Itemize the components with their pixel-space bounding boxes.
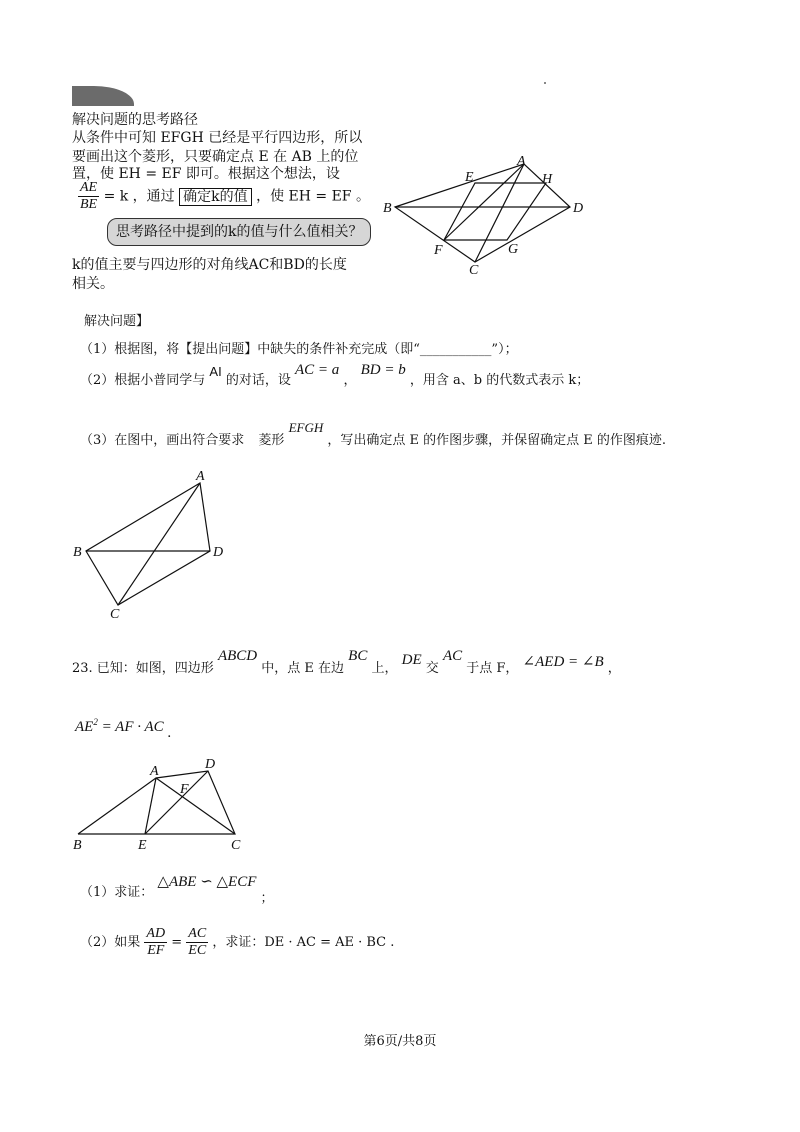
label-h: H [542,172,553,187]
q3-efgh: EFGH [288,420,324,435]
figure-rhombus-construction [380,152,610,277]
q3-text-b: 菱形 [258,433,285,448]
page-footer: 第6页/共8页 [363,1034,437,1049]
p23-mid1: 中，点 E 在边 [261,661,345,676]
q2-bd-eq: BD = b [360,362,406,378]
header-tab [72,86,134,106]
p23-num: 23. 已知：如图，四边形 [72,661,214,676]
think-line2: 要画出这个菱形，只要确定点 E 在 AB 上的位 [72,149,359,165]
label-e: E [138,838,147,853]
quad-outline [86,483,210,605]
ratio-fraction [78,180,99,213]
q3-text-a: （3）在图中，画出符合要求 [80,433,245,448]
fraction-ac-ec [186,926,208,959]
p23-question-2 [80,926,394,959]
question-1: （1）根据图，将【提出问题】中缺失的条件补充完成（即“___________”）； [80,342,518,357]
eq-dot: . [167,725,172,741]
label-c: C [231,838,241,853]
p23-de: DE [401,652,422,668]
p23-mid4: 于点 F， [466,661,519,676]
label-f: F [180,782,189,797]
label-b: B [73,838,82,853]
p23-equation: $AE^2$ = AF · AC . [75,717,172,741]
q2-ac-eq: AC = a [295,362,340,378]
label-a: A [517,154,526,169]
eq-lhs: AE [75,719,94,735]
segment-de [145,771,208,834]
diagonal-ac [118,483,200,605]
question-2 [80,362,590,391]
answer-line2: 相关。 [72,276,114,292]
solve-heading: 解决问题】 [84,314,150,329]
label-c: C [469,263,479,277]
label-d: D [573,201,584,216]
problem-23-stem [72,648,621,679]
q2-text-a: （2）根据小普同学与 [80,373,206,388]
p23-q1-expr: △ABE ∽ △ECF [157,874,257,890]
q2-text-b: 的对话，设 [225,373,291,388]
p23-angle: ∠AED = ∠B [522,654,604,670]
think-line1: 从条件中可知 EFGH 已经是平行四边形，所以 [72,130,363,146]
question-3 [80,420,667,451]
q2-text-c: ， [343,373,357,388]
label-c: C [110,607,120,622]
ratio-tail: = k ，通过 [103,188,175,205]
think-title: 解决问题的思考路径 [72,112,198,128]
q2-text-d: ，用含 a、b 的代数式表示 k； [409,373,590,388]
label-f: F [434,243,443,258]
p23-bc: BC [348,648,368,664]
q2-ai: AI [209,364,222,379]
segment-af [444,164,524,240]
p23-ac: AC [442,648,463,664]
p23-mid2: 上， [371,661,398,676]
boxed-k-value: 确定k的值 [179,188,251,206]
label-d: D [213,545,224,560]
segment-ae [145,778,156,834]
answer-line1: k的值主要与四边形的对角线AC和BD的长度 [72,257,347,273]
eq-rhs: = AF · AC [97,719,164,735]
scan-dot [544,82,546,84]
p23-q1-pre: （1）求证： [80,885,154,900]
figure-problem-23 [68,755,268,855]
label-e: E [465,170,474,185]
p23-q2-pre: （2）如果 [80,935,141,950]
frac-num-ac: AC [188,926,207,941]
label-d: D [205,757,216,772]
think-ratio-line [78,180,370,213]
quad-outline [78,771,235,834]
ratio-numerator: AE [80,180,98,195]
p23-q1-end: ； [260,891,274,906]
figure-quadrilateral-answer [68,465,238,625]
label-a: A [196,469,205,484]
ratio-denominator: BE [80,197,98,212]
p23-mid3: 交 [425,661,439,676]
p23-comma: ， [607,661,621,676]
label-b: B [383,201,392,216]
frac-den-ec: EC [188,943,207,958]
p23-q2-post: ，求证：DE · AC = AE · BC . [212,935,395,950]
p23-q2-eq: = [171,935,183,950]
fraction-ad-ef [144,926,167,959]
q3-text-c: ，写出确定点 E 的作图步骤，并保留确定点 E 的作图痕迹. [327,433,667,448]
p23-question-1 [80,874,274,906]
question-bubble: 思考路径中提到的k的值与什么值相关？ [107,218,371,246]
ratio-end: ，使 EH = EF 。 [256,188,370,205]
label-g: G [508,242,519,257]
think-line3: 置，使 EH = EF 即可。根据这个想法，设 [72,166,340,182]
p23-abcd: ABCD [217,648,258,664]
frac-num-ad: AD [146,926,166,941]
label-b: B [73,545,82,560]
label-a: A [150,764,159,779]
frac-den-ef: EF [147,943,165,958]
